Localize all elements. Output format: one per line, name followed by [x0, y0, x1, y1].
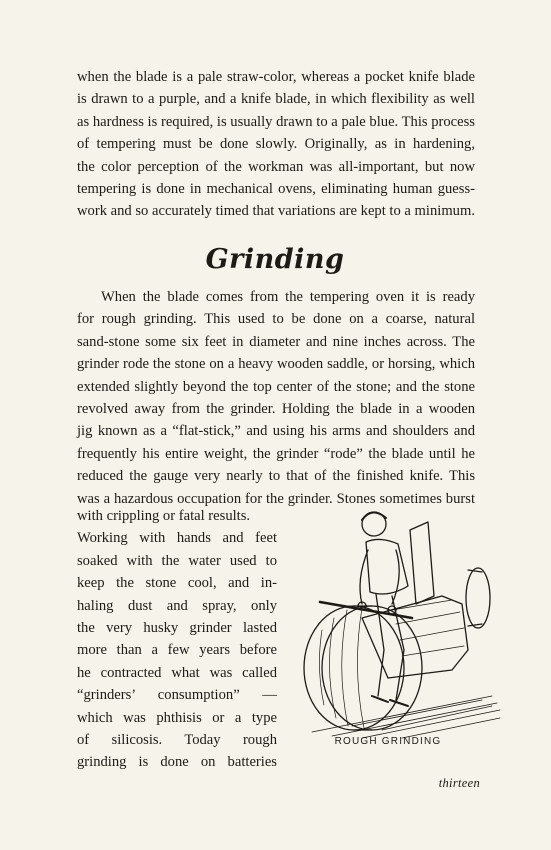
- text-line: of silicosis. Today rough: [77, 732, 277, 749]
- text-line: which was phthisis or a type: [77, 709, 277, 726]
- text-line: he contracted what was called: [77, 664, 277, 681]
- section-heading: Grinding: [205, 244, 345, 275]
- page-number: thirteen: [438, 776, 480, 790]
- text-line: the color perception of the workman was all-important, but now: [77, 158, 475, 175]
- text-line: as hardness is required, is usually drawn to a pale blue. This process: [77, 113, 475, 130]
- backrest: [410, 522, 434, 604]
- text-line: soaked with the water used to: [77, 552, 277, 569]
- text-line: revolved away from the grinder. Holding the blade in a wooden: [77, 401, 475, 418]
- text-line: keep the stone cool, and in-: [77, 575, 277, 592]
- text-line: the very husky grinder lasted: [77, 620, 277, 637]
- text-line: reduced the gauge very nearly to that of the finished knife. This: [77, 468, 475, 485]
- grinding-paragraph: [77, 286, 475, 510]
- text-line: frequently his entire weight, the grinder “rode” the blade until he: [77, 445, 475, 462]
- text-line: tempering is done in mechanical ovens, eliminating human guess-: [77, 181, 475, 198]
- text-line: “grinders’ consumption” —: [77, 687, 277, 704]
- text-line: haling dust and spray, only: [77, 597, 277, 614]
- text-line: grinding is done on batteries: [77, 754, 277, 771]
- text-line: jig known as a “flat-stick,” and using his arms and shoulders and: [77, 423, 475, 440]
- text-line: for rough grinding. This used to be done on a coarse, natural: [77, 311, 475, 328]
- text-line: of tempering must be done slowly. Originally, as in hardening,: [77, 136, 475, 153]
- illustration-caption: ROUGH GRINDING: [334, 736, 442, 747]
- worker-torso: [366, 539, 408, 594]
- text-line: grinder rode the stone on a heavy wooden saddle, or horsing, which: [77, 356, 475, 373]
- narrow-column-text: [77, 505, 277, 774]
- text-line: with crippling or fatal results.: [77, 508, 251, 524]
- text-line: Working with hands and feet: [77, 530, 277, 547]
- text-line: is drawn to a purple, and a knife blade, in which flexibility as well: [77, 91, 475, 108]
- text-line: work and so accurately timed that variations are kept to a minimum.: [77, 203, 475, 220]
- tempering-paragraph: [77, 66, 475, 223]
- text-line: When the blade comes from the tempering oven it is ready: [101, 289, 475, 305]
- floor-hatching: [312, 696, 500, 738]
- text-line: extended slightly beyond the top center of the stone; and the stone: [77, 378, 475, 395]
- rough-grinding-illustration: [292, 500, 504, 740]
- text-line: when the blade is a pale straw-color, whereas a pocket knife blade: [77, 69, 475, 85]
- text-line: more than a few years before: [77, 642, 277, 659]
- text-line: sand-stone some six feet in diameter and nine inches across. The: [77, 333, 475, 350]
- text-line: was a hazardous occupation for the grinder. Stones sometimes burst: [77, 490, 475, 507]
- grindstone: [304, 606, 404, 730]
